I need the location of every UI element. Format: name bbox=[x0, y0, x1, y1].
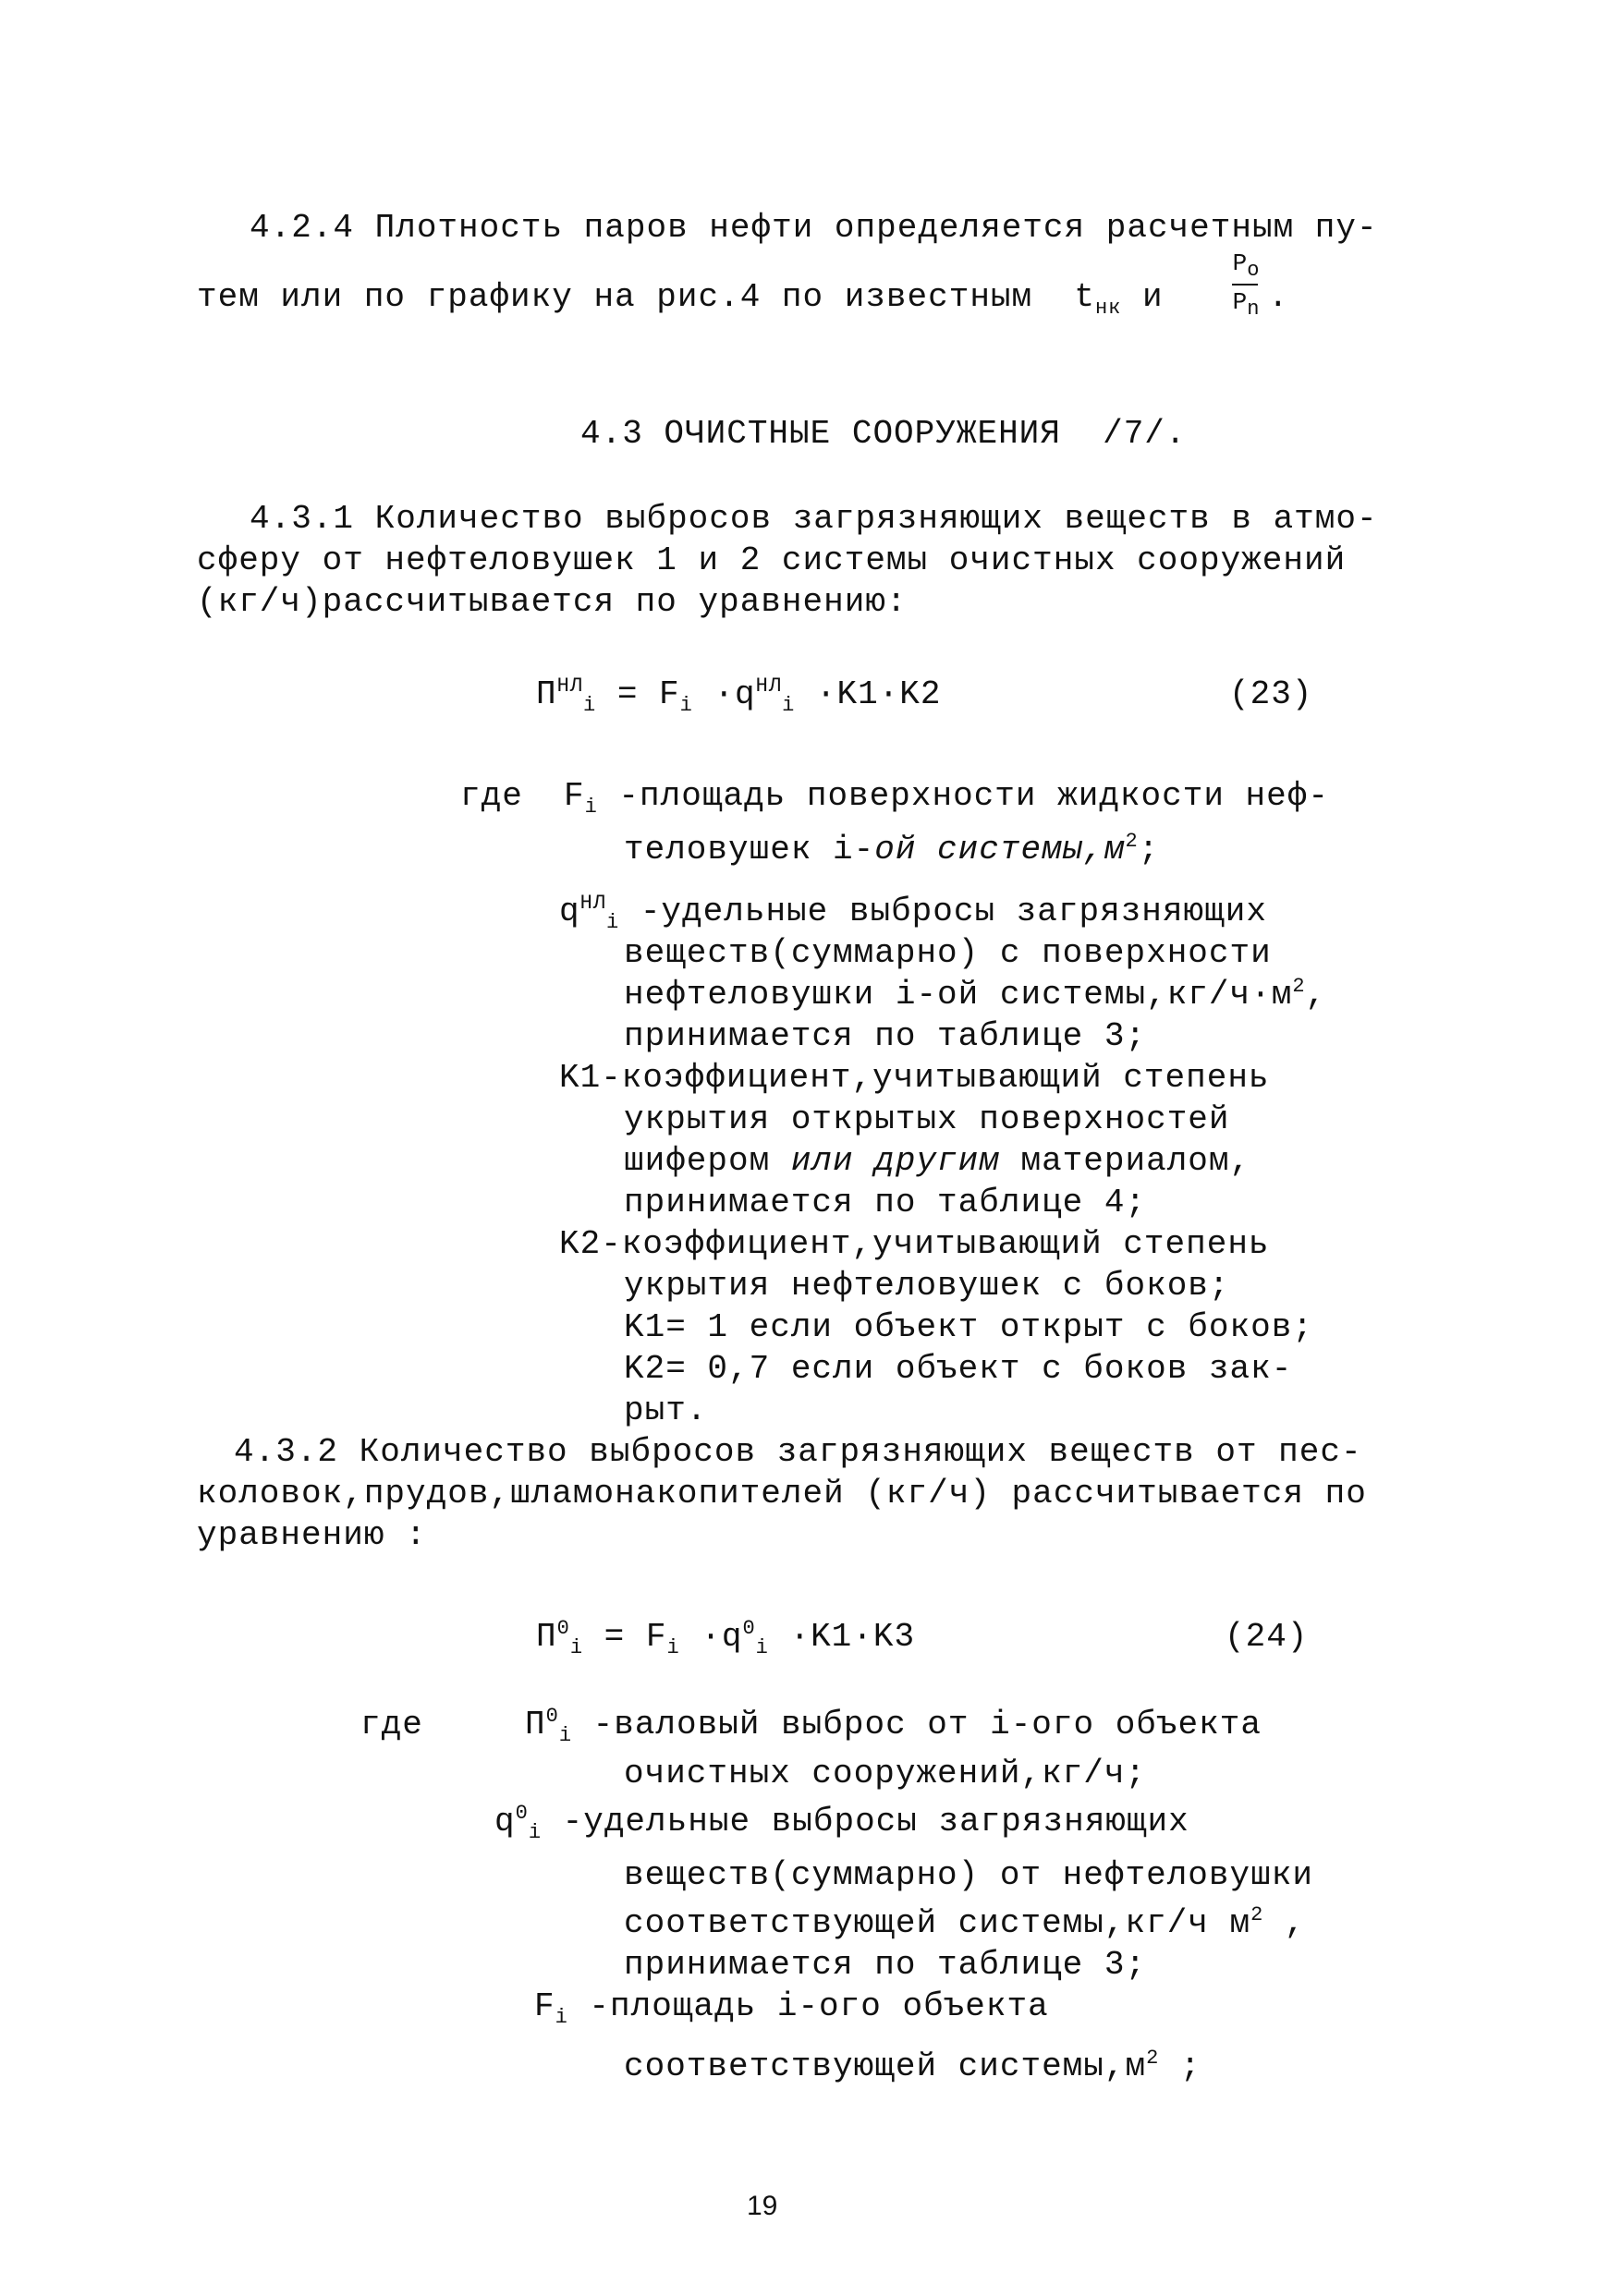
where-23-q-line-3: нефтеловушки i-ой $системы,кг/ч\cdot м^2$, bbox=[624, 975, 1327, 1014]
equation-24: $П^0_i = F_i \cdot q^0_i \cdot K1\cdot K3$ bbox=[536, 1617, 916, 1660]
page-number: 19 bbox=[747, 2191, 778, 2221]
where-23-q-line-2: веществ(суммарно) с поверхности bbox=[624, 934, 1272, 972]
section-heading: 4.3 ОЧИСТНЫЕ СООРУЖЕНИЯ /7/. bbox=[580, 415, 1187, 453]
para-4-3-2-line-1: 4.3.2 Количество выбросов загрязняющих веществ от пес- bbox=[234, 1433, 1362, 1471]
where-24-gde: где bbox=[360, 1706, 423, 1743]
para-4-3-1-line-2: сферу от нефтеловушек 1 и 2 системы очистных сооружений bbox=[197, 541, 1347, 579]
where-24-p-line-2: очистных сооружений,кг/ч; bbox=[624, 1755, 1147, 1792]
equation-24-number: (24) bbox=[1225, 1618, 1309, 1656]
where-23-k1-line-4: принимается по таблице 4; bbox=[624, 1184, 1147, 1221]
para-4-2-4-line-1: 4.2.4 Плотность паров нефти определяется расчетным пу- bbox=[250, 209, 1378, 247]
where-23-gde: где bbox=[460, 777, 523, 815]
where-23-k2-line-2: укрытия нефтеловушек с боков; bbox=[624, 1267, 1230, 1305]
where-24-q-line-4: принимается по таблице 3; bbox=[624, 1946, 1147, 1984]
where-24-f-line-2: соответствующей $системы,м^2$ ; bbox=[624, 2047, 1201, 2085]
where-23-k1-line-2: укрытия открытых поверхностей bbox=[624, 1100, 1230, 1138]
para-4-2-4-line-2: тем или по графику на рис.4 по известным $t_{нк}$ и bbox=[197, 278, 1164, 321]
where-23-q-line-1: $q^{НЛ}_i$ -удельные выбросы загрязняющих bbox=[559, 892, 1267, 935]
where-24-q-line-2: веществ(суммарно) от нефтеловушки bbox=[624, 1856, 1313, 1894]
para-4-3-2-line-3: уравнению : bbox=[197, 1516, 427, 1554]
where-23-k2-line-1: K2-коэффициент,учитывающий степень bbox=[559, 1225, 1270, 1263]
equation-23-number: (23) bbox=[1229, 675, 1313, 713]
where-23-k2-line-3: K1= 1 если объект открыт с боков; bbox=[624, 1308, 1313, 1346]
para-4-2-4-end: . bbox=[1268, 278, 1289, 316]
fraction-numerator: $P_o$ bbox=[1232, 249, 1260, 283]
t-nk-symbol: $t_{нк}$ bbox=[1074, 278, 1122, 321]
where-23-f-line-1: $F_i$ -площадь поверхности жидкости неф- bbox=[564, 777, 1329, 820]
where-23-q-line-4: принимается по таблице 3; bbox=[624, 1017, 1147, 1055]
where-24-p-line-1: $П^0_i$ -валовый выброс от i-ого объекта bbox=[525, 1705, 1262, 1748]
equation-23: $П^{НЛ}_i = F_i \cdot q^{НЛ}_i \cdot K1\cdot K2$ bbox=[536, 674, 942, 718]
fraction-bar bbox=[1232, 284, 1258, 285]
fraction-denominator: $P_n$ bbox=[1232, 288, 1260, 322]
where-23-k2-line-4: K2= 0,7 если объект с боков зак- bbox=[624, 1350, 1293, 1388]
where-23-f-line-2: теловушек i-ой $системы,м^2$; bbox=[624, 830, 1160, 869]
where-24-q-line-3: соответствующей системы,кг/ч $м^2$ , bbox=[624, 1903, 1306, 1942]
para-4-3-1-line-1: 4.3.1 Количество выбросов загрязняющих веществ в атмо- bbox=[250, 500, 1378, 538]
where-23-k1-line-1: K1-коэффициент,учитывающий степень bbox=[559, 1059, 1270, 1097]
para-4-3-1-line-3: (кг/ч)рассчитывается по уравнению: bbox=[197, 583, 908, 621]
where-23-k1-line-3: шифером или другим материалом, bbox=[624, 1142, 1251, 1180]
where-23-k2-line-5: рыт. bbox=[624, 1391, 708, 1429]
where-24-f-line-1: $F_i$ -площадь i-ого объекта bbox=[534, 1987, 1049, 2030]
where-24-q-line-1: $q^0_i$ -удельные выбросы загрязняющих bbox=[494, 1802, 1189, 1845]
para-4-3-2-line-2: коловок,прудов,шламонакопителей (кг/ч) рассчитывается по bbox=[197, 1475, 1367, 1512]
